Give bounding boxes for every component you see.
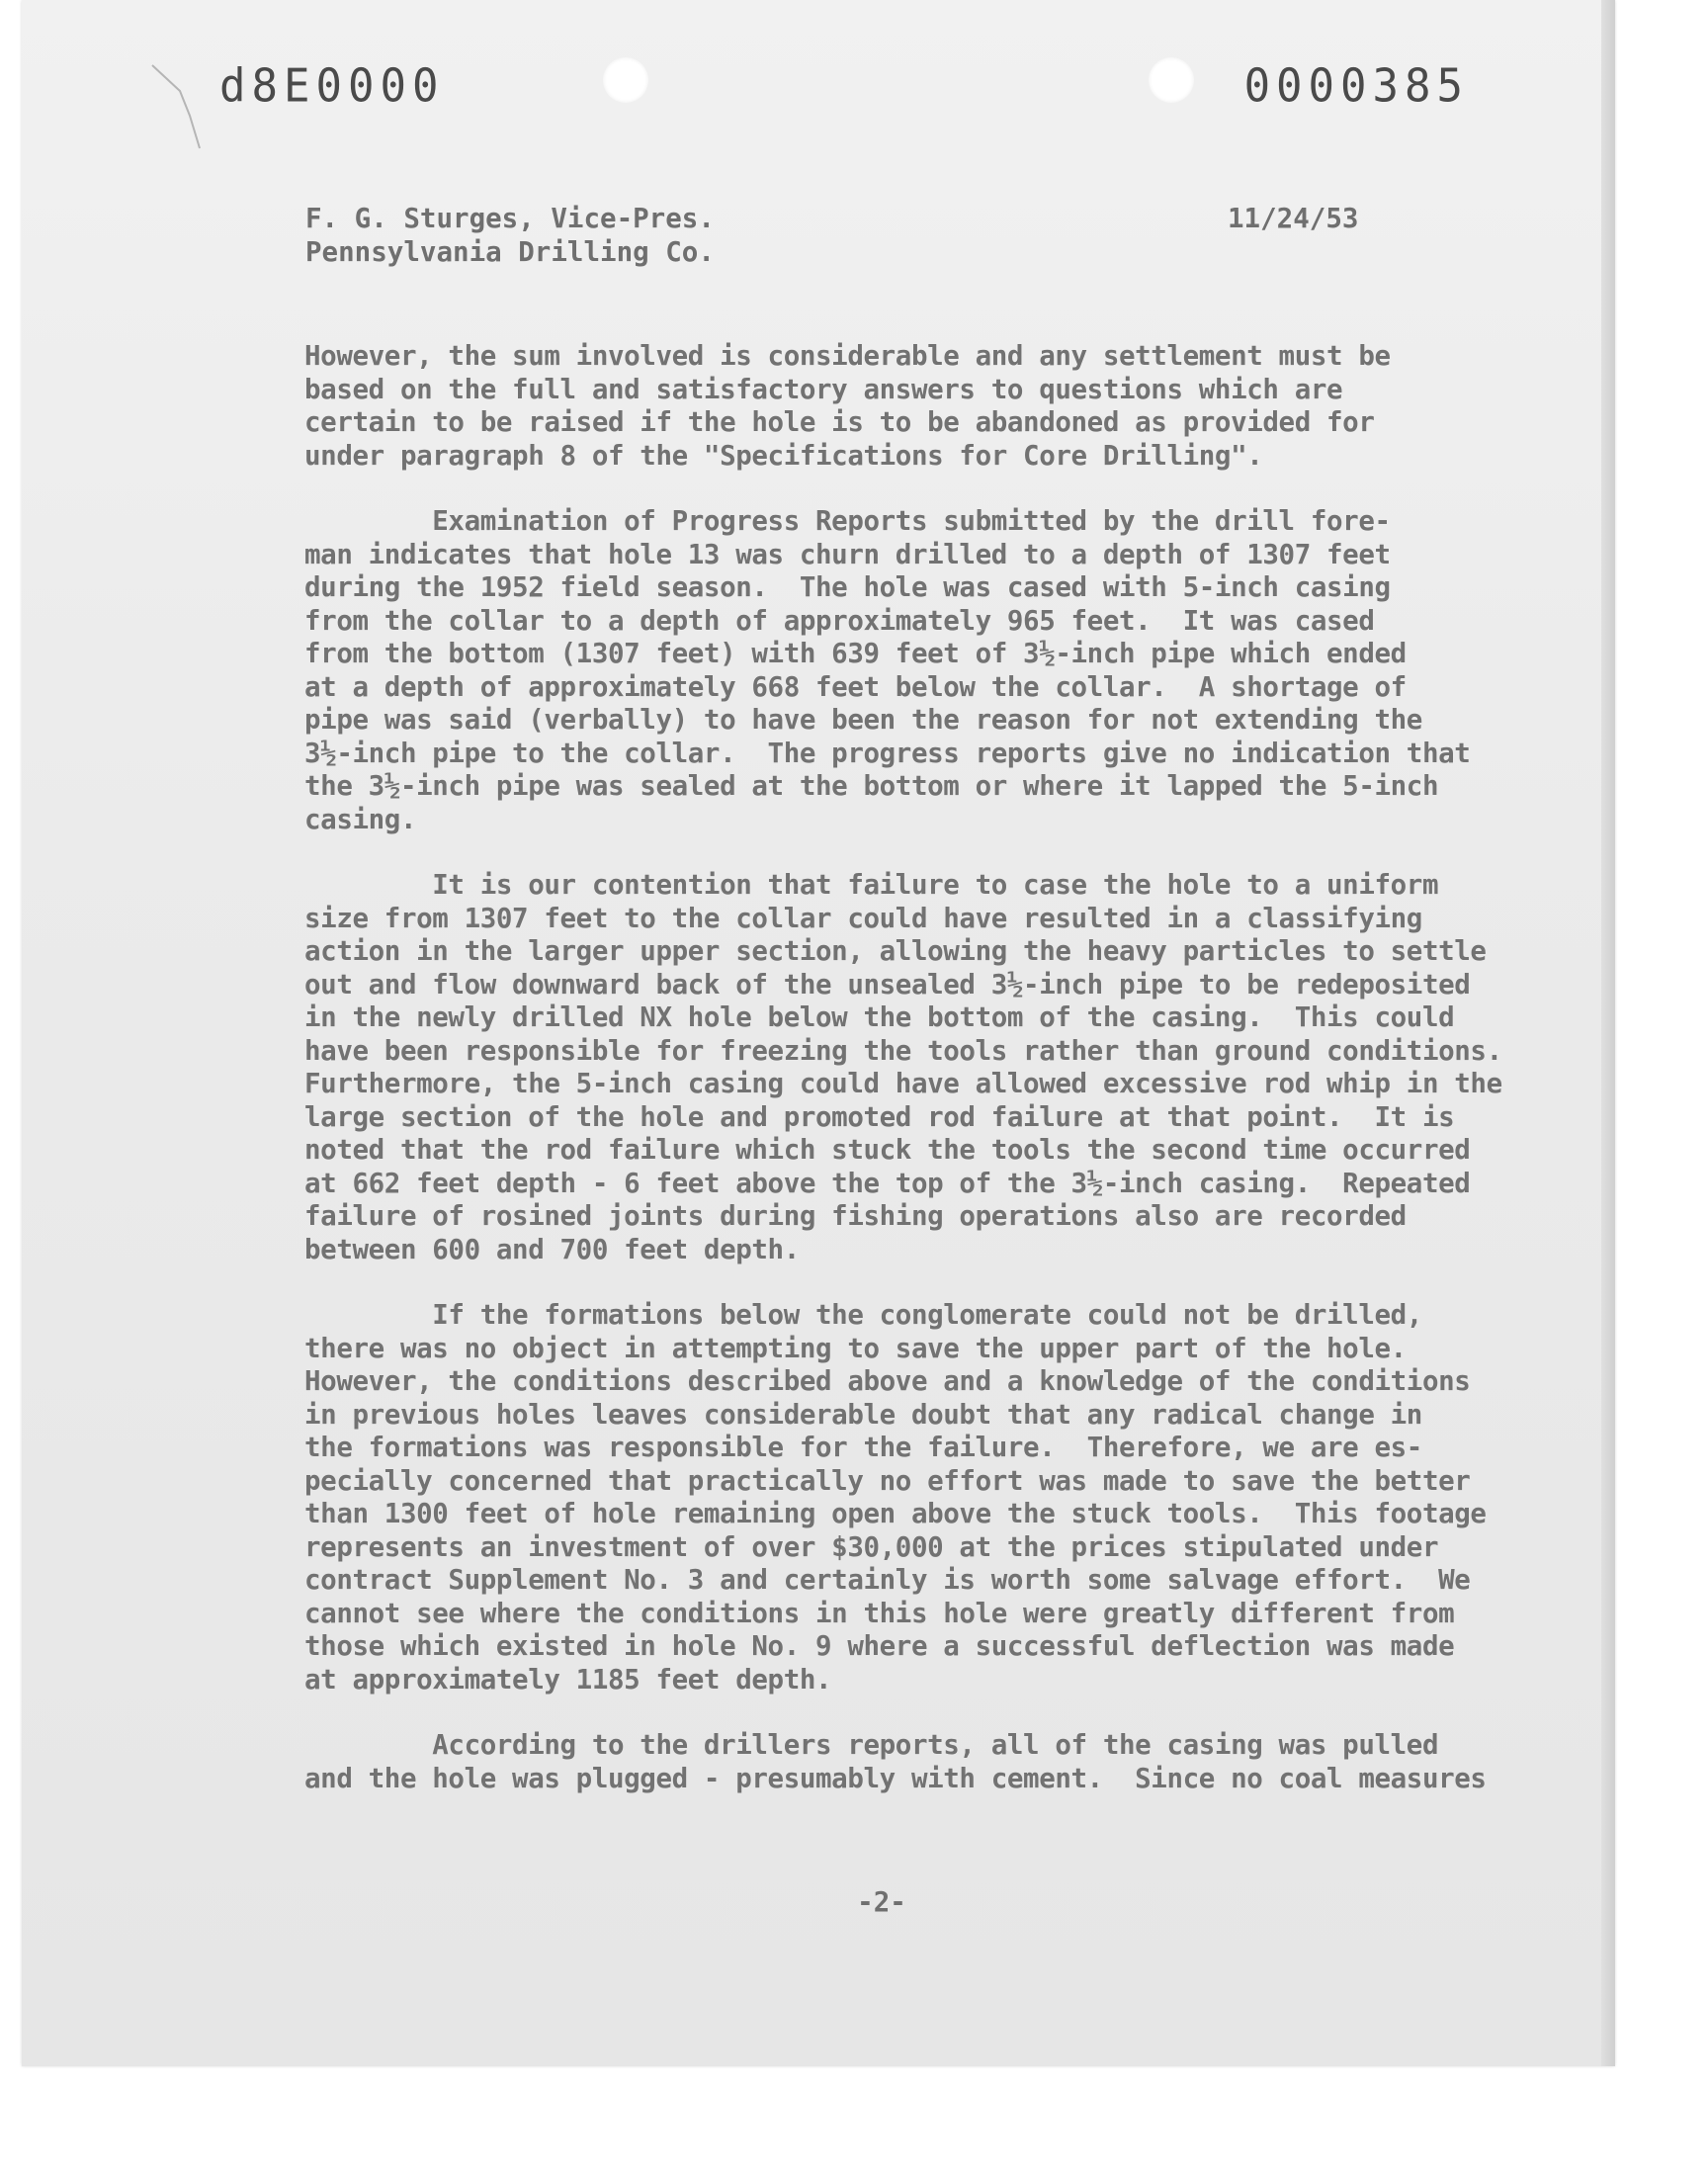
line: than 1300 feet of hole remaining open above the stuck tools. This footage [304, 1498, 1487, 1529]
letter-date: 11/24/53 [1228, 203, 1359, 234]
paragraph-3 [304, 869, 1550, 1266]
line: cannot see where the conditions in this hole were greatly different from [304, 1597, 1455, 1629]
line: action in the larger upper section, allowing the heavy particles to settle [304, 935, 1487, 967]
paper-sheet [22, 0, 1615, 2066]
line: between 600 and 700 feet depth. [304, 1233, 800, 1265]
line: during the 1952 field season. The hole was cased with 5-inch casing [304, 571, 1391, 603]
line: man indicates that hole 13 was churn drilled to a depth of 1307 feet [304, 538, 1391, 570]
addressee-company: Pennsylvania Drilling Co. [305, 236, 715, 268]
line: Examination of Progress Reports submitted by the drill fore- [304, 505, 1391, 537]
line: According to the drillers reports, all of the casing was pulled [304, 1729, 1439, 1761]
line: casing. [304, 803, 417, 835]
line: 3½-inch pipe to the collar. The progress reports give no indication that [304, 737, 1471, 769]
line: at 662 feet depth - 6 feet above the top of the 3½-inch casing. Repeated [304, 1167, 1471, 1199]
line: However, the sum involved is considerable and any settlement must be [304, 340, 1391, 372]
line: noted that the rod failure which stuck the tools the second time occurred [304, 1134, 1471, 1166]
punch-hole-left [603, 57, 648, 103]
line: If the formations below the conglomerate could not be drilled, [304, 1299, 1422, 1331]
document-number-right: 0000385 [1243, 59, 1469, 114]
line: large section of the hole and promoted rod failure at that point. It is [304, 1100, 1455, 1133]
addressee-name: F. G. Sturges, Vice-Pres. [305, 203, 715, 234]
line: and the hole was plugged - presumably with cement. Since no coal measures [304, 1762, 1487, 1794]
line: have been responsible for freezing the tools rather than ground conditions. [304, 1034, 1502, 1067]
letter-body [304, 340, 1550, 1828]
scratch-mark [150, 61, 210, 150]
line: size from 1307 feet to the collar could have resulted in a classifying [304, 902, 1422, 934]
paragraph-2 [304, 505, 1550, 836]
line: in previous holes leaves considerable doubt that any radical change in [304, 1398, 1422, 1431]
line: there was no object in attempting to save the upper part of the hole. [304, 1332, 1407, 1364]
sheet-edge [1601, 0, 1615, 2066]
paragraph-1 [304, 340, 1550, 473]
page-number: -2- [857, 1886, 906, 1918]
line: It is our contention that failure to case the hole to a uniform [304, 869, 1439, 901]
line: represents an investment of over $30,000 at the prices stipulated under [304, 1530, 1439, 1563]
line: in the newly drilled NX hole below the bottom of the casing. This could [304, 1001, 1455, 1033]
addressee-block [305, 202, 715, 269]
line: the formations was responsible for the failure. Therefore, we are es- [304, 1432, 1422, 1463]
line: pecially concerned that practically no effort was made to save the better [304, 1464, 1471, 1497]
paragraph-4 [304, 1299, 1550, 1696]
punch-hole-right [1149, 57, 1194, 103]
line: from the collar to a depth of approximately 965 feet. It was cased [304, 604, 1375, 637]
line: at approximately 1185 feet depth. [304, 1663, 832, 1696]
line: However, the conditions described above and a knowledge of the conditions [304, 1365, 1471, 1397]
line: contract Supplement No. 3 and certainly is worth some salvage effort. We [304, 1564, 1471, 1596]
document-number-left: d8E0000 [219, 59, 445, 114]
line: based on the full and satisfactory answers to questions which are [304, 373, 1343, 405]
line: under paragraph 8 of the "Specifications for Core Drilling". [304, 439, 1263, 472]
line: the 3½-inch pipe was sealed at the bottom or where it lapped the 5-inch [304, 770, 1439, 802]
line: pipe was said (verbally) to have been the reason for not extending the [304, 704, 1422, 736]
line: Furthermore, the 5-inch casing could have allowed excessive rod whip in the [304, 1068, 1502, 1099]
line: from the bottom (1307 feet) with 639 feet of 3½-inch pipe which ended [304, 638, 1407, 669]
line: failure of rosined joints during fishing operations also are recorded [304, 1200, 1407, 1232]
line: certain to be raised if the hole is to be abandoned as provided for [304, 406, 1375, 438]
line: out and flow downward back of the unsealed 3½-inch pipe to be redeposited [304, 968, 1471, 1000]
paragraph-5 [304, 1729, 1550, 1795]
line: at a depth of approximately 668 feet below the collar. A shortage of [304, 670, 1407, 703]
line: those which existed in hole No. 9 where a successful deflection was made [304, 1630, 1455, 1662]
